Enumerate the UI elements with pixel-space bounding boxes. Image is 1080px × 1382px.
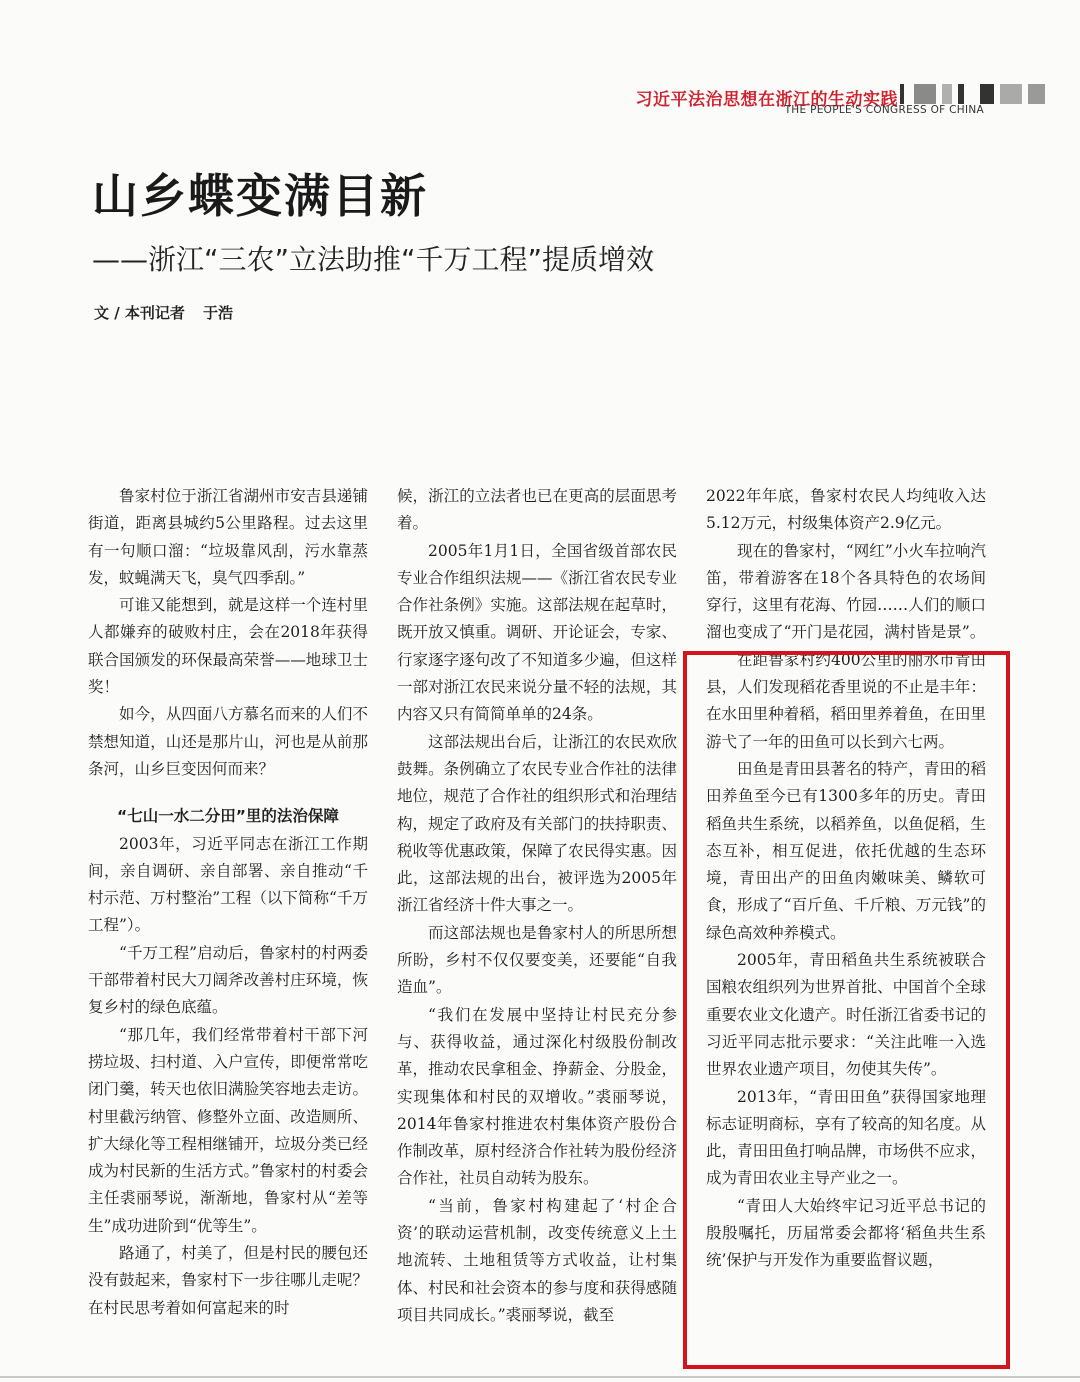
- paragraph: 2003年，习近平同志在浙江工作期间，亲自调研、亲自部署、亲自推动“千村示范、万村整治”工程（以下简称“千万工程”）。: [88, 834, 368, 935]
- paragraph: “青田人大始终牢记习近平总书记的殷殷嘱托，历届常委会都将‘稻鱼共生系统’保护与开发作为重要监督议题，: [706, 1196, 986, 1270]
- page-bottom-rule: [0, 1376, 1080, 1378]
- paragraph: 在距鲁家村约400公里的丽水市青田县，人们发现稻花香里说的不止是丰年：在水田里种着稻，稻田里养着鱼，在田里游弋了一年的田鱼可以长到六七两。: [706, 650, 986, 751]
- article-title: 山乡蝶变满目新: [92, 169, 428, 223]
- paragraph: “千万工程”启动后，鲁家村的村两委干部带着村民大刀阔斧改善村庄环境，恢复乡村的绿色底蕴。: [88, 943, 368, 1017]
- paragraph: 如今，从四面八方慕名而来的人们不禁想知道，山还是那片山，河也是从前那条河，山乡巨变因何而来？: [88, 705, 368, 778]
- paragraph: “那几年，我们经常带着村干部下河捞垃圾、扫村道、入户宣传，即便常常吃闭门羹，转天也依旧满脸笑容地去走访。村里截污纳管、修整外立面、改造厕所、扩大绿化等工程相继铺开，垃圾分类已经成为村民新的生活方式。”鲁家村的村委会主任裘丽琴说，渐渐地，鲁家村从“差等生”成功进阶到“优等生”。: [88, 1025, 368, 1235]
- paragraph: “当前，鲁家村构建起了‘村企合资’的联动运营机制，改变传统意义上土地流转、土地租赁等方式收益，让村集体、村民和社会资本的参与度和获得感随项目共同成长。”裘丽琴说，截至: [397, 1196, 677, 1324]
- paragraph: 2005年1月1日，全国省级首部农民专业合作组织法规——《浙江省农民专业合作社条例》实施。这部法规在起草时，既开放又慎重。调研、开论证会，专家、行家逐字逐句改了不知道多少遍，但这样一部对浙江农民来说分量不轻的法规，其内容又只有简简单单的24条。: [397, 541, 677, 724]
- paragraph: 2022年年底，鲁家村农民人均纯收入达5.12万元，村级集体资产2.9亿元。: [706, 487, 986, 533]
- paragraph: 现在的鲁家村，“网红”小火车拉响汽笛，带着游客在18个各具特色的农场间穿行，这里有花海、竹园……人们的顺口溜也变成了“开门是花园，满村皆是景”。: [706, 541, 986, 642]
- byline-label: 文 / 本刊记者: [94, 304, 185, 322]
- highlight-frame: [683, 651, 1010, 1369]
- paragraph: 田鱼是青田县著名的特产，青田的稻田养鱼至今已有1300多年的历史。青田稻鱼共生系统，以稻养鱼，以鱼促稻，生态互补，相互促进，依托优越的生态环境，青田出产的田鱼肉嫩味美、鳞软可食，形成了“百斤鱼、千斤粮、万元钱”的绿色高效种养模式。: [706, 759, 986, 942]
- paragraph: 鲁家村位于浙江省湖州市安吉县递铺街道，距离县城约5公里路程。过去这里有一句顺口溜：“垃圾靠风刮，污水靠蒸发，蚊蝇满天飞，臭气四季刮。”: [88, 487, 368, 587]
- paragraph: 可谁又能想到，就是这样一个连村里人都嫌弃的破败村庄，会在2018年获得联合国颁发的环保最高荣誉——地球卫士奖！: [88, 596, 368, 697]
- paragraph: 2005年，青田稻鱼共生系统被联合国粮农组织列为世界首批、中国首个全球重要农业文化遗产。时任浙江省委书记的习近平同志批示要求：“关注此唯一入选世界农业遗产项目，勿使其失传”。: [706, 951, 986, 1079]
- byline-author: 于浩: [202, 304, 233, 322]
- paragraph: 这部法规出台后，让浙江的农民欢欣鼓舞。条例确立了农民专业合作社的法律地位，规范了合作社的组织形式和治理结构，规定了政府及有关部门的扶持职责、税收等优惠政策，保障了农民得实惠。因此，这部法规的出台，被评选为2005年浙江省经济十件大事之一。: [397, 732, 677, 915]
- decorative-bars: [900, 84, 1045, 104]
- paragraph: 路通了，村美了，但是村民的腰包还没有鼓起来，鲁家村下一步往哪儿走呢？在村民思考着如何富起来的时: [88, 1244, 368, 1317]
- article-subtitle: ——浙江“三农”立法助推“千万工程”提质增效: [92, 243, 655, 276]
- paragraph: 候，浙江的立法者也已在更高的层面思考着。: [397, 487, 677, 533]
- paragraph: 而这部法规也是鲁家村人的所思所想所盼，乡村不仅仅要变美，还要能“自我造血”。: [397, 923, 677, 997]
- column-1: [88, 483, 368, 1322]
- column-2: [397, 483, 677, 1329]
- byline: [94, 302, 233, 323]
- paragraph: “我们在发展中坚持让村民充分参与、获得收益，通过深化村级股份制改革，推动农民拿租金、挣薪金、分股金，实现集体和村民的双增收。”裘丽琴说，2014年鲁家村推进农村集体资产股份合作制改革，原村经济合作社转为股份经济合作社，社员自动转为股东。: [397, 1005, 677, 1188]
- paragraph: 2013年，“青田田鱼”获得国家地理标志证明商标，享有了较高的知名度。从此，青田田鱼打响品牌，市场供不应求，成为青田农业主导产业之一。: [706, 1087, 986, 1188]
- journal-name: THE PEOPLE'S CONGRESS OF CHINA: [784, 104, 984, 116]
- section-tag: 习近平法治思想在浙江的生动实践: [635, 90, 898, 110]
- section-heading: “七山一水二分田”里的法治保障: [117, 807, 339, 826]
